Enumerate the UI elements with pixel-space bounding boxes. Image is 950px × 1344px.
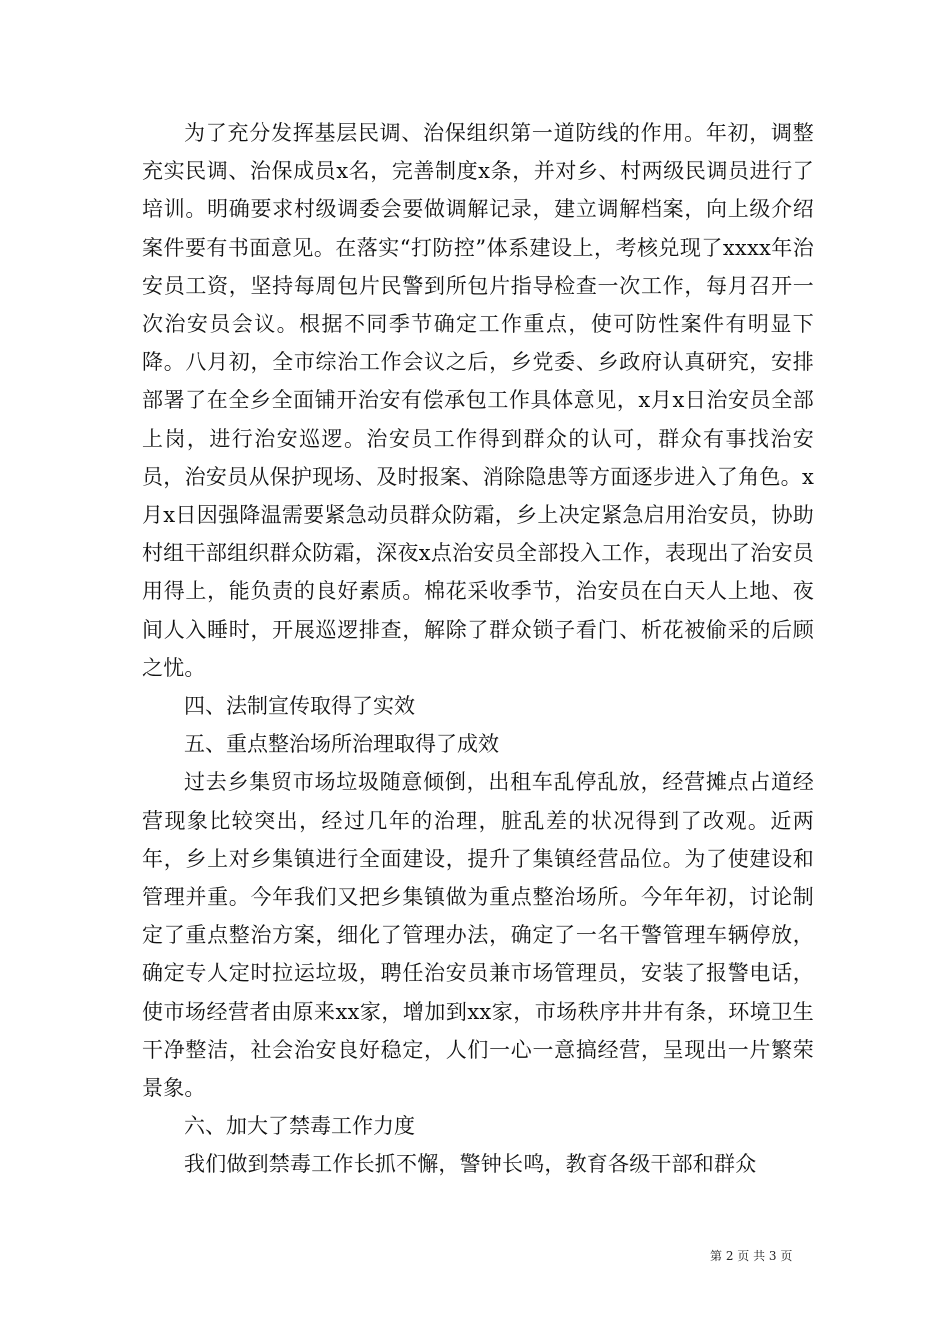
page-number-footer: 第 2 页 共 3 页: [710, 1249, 793, 1263]
heading-legal-publicity: 四、法制宣传取得了实效: [184, 694, 415, 719]
heading-anti-drug: 六、加大了禁毒工作力度: [184, 1114, 415, 1139]
document-body: [142, 114, 814, 1184]
heading-key-site-rectification: 五、重点整治场所治理取得了成效: [184, 732, 499, 757]
paragraph-market-rectification: 过去乡集贸市场垃圾随意倾倒，出租车乱停乱放，经营摊点占道经营现象比较突出，经过几年的治理，脏乱差的状况得到了改观。近两年，乡上对乡集镇进行全面建设，提升了集镇经营品位。为了使建设和管理并重。今年我们又把乡集镇做为重点整治场所。今年年初，讨论制定了重点整治方案，细化了管理办法，确定了一名干警管理车辆停放，确定专人定时拉运垃圾，聘任治安员兼市场管理员，安装了报警电话，使市场经营者由原来xx家，增加到xx家，市场秩序井井有条，环境卫生干净整洁，社会治安良好稳定，人们一心一意搞经营，呈现出一片繁荣景象。: [142, 770, 814, 1101]
paragraph-anti-drug: 我们做到禁毒工作长抓不懈，警钟长鸣，教育各级干部和群众: [184, 1152, 757, 1177]
paragraph-security-staff: 为了充分发挥基层民调、治保组织第一道防线的作用。年初，调整充实民调、治保成员x名，完善制度x条，并对乡、村两级民调员进行了培训。明确要求村级调委会要做调解记录，建立调解档案，向上级介绍案件要有书面意见。在落实“打防控”体系建设上，考核兑现了xxxx年治安员工资，坚持每周包片民警到所包片指导检查一次工作，每月召开一次治安员会议。根据不同季节确定工作重点，使可防性案件有明显下降。八月初，全市综治工作会议之后，乡党委、乡政府认真研究，安排部署了在全乡全面铺开治安有偿承包工作具体意见，x月x日治安员全部上岗，进行治安巡逻。治安员工作得到群众的认可，群众有事找治安员，治安员从保护现场、及时报案、消除隐患等方面逐步进入了角色。x月x日因强降温需要紧急动员群众防霜，乡上决定紧急启用治安员，协助村组干部组织群众防霜，深夜x点治安员全部投入工作，表现出了治安员用得上，能负责的良好素质。棉花采收季节，治安员在白天人上地、夜间人入睡时，开展巡逻排查，解除了群众锁子看门、析花被偷采的后顾之忧。: [142, 121, 814, 680]
